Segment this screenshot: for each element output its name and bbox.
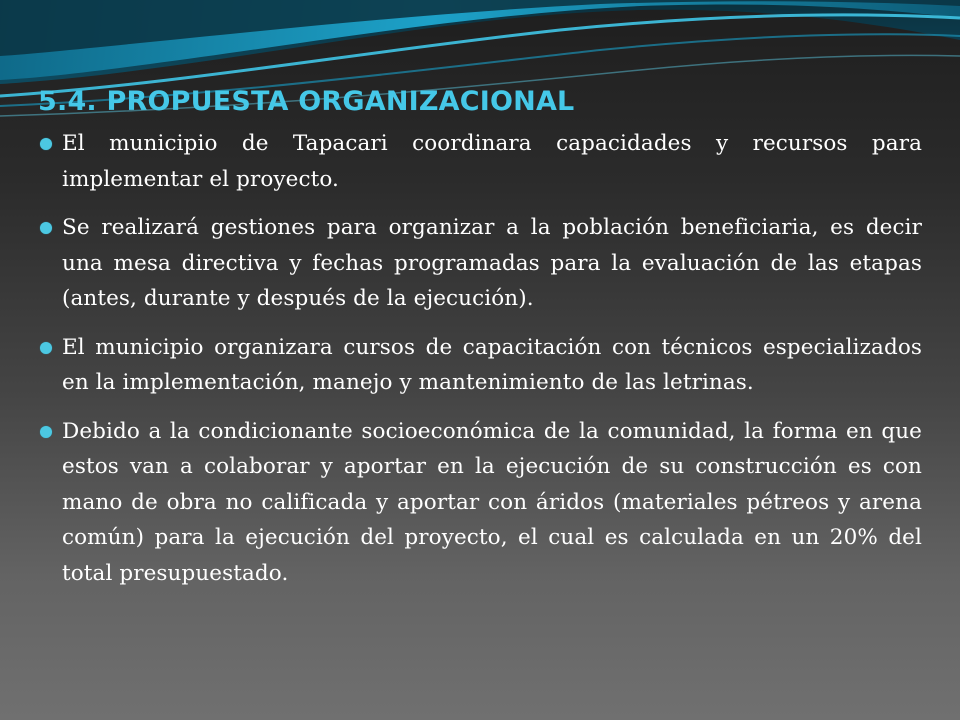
bullet-dot-icon (40, 426, 52, 438)
bullet-text: El municipio de Tapacari coordinara capacidades y recursos para implementar el proyecto. (62, 131, 922, 192)
bullet-dot-icon (40, 222, 52, 234)
bullet-text: El municipio organizara cursos de capacitación con técnicos especializados en la implementación, manejo y mantenimiento de las letrinas. (62, 334, 922, 395)
bullet-dot-icon (40, 138, 52, 150)
bullet-text: Debido a la condicionante socioeconómica de la comunidad, la forma en que estos van a colaborar y aportar en la ejecución de su construcción es con mano de obra no calificada y aportar con áridos (materiales pétreos y arena común) para la ejecución del proyecto, el cual es calculada en un 20% del total presupuestado. (62, 418, 922, 586)
slide-title: 5.4. PROPUESTA ORGANIZACIONAL (38, 86, 575, 117)
bullet-dot-icon (40, 342, 52, 354)
bullet-list (40, 126, 922, 604)
bullet-item (40, 210, 922, 317)
bullet-item (40, 126, 922, 197)
bullet-item (40, 414, 922, 592)
bullet-item (40, 330, 922, 401)
bullet-text: Se realizará gestiones para organizar a la población beneficiaria, es decir una mesa directiva y fechas programadas para la evaluación de las etapas (antes, durante y después de la ejecución). (62, 215, 922, 311)
